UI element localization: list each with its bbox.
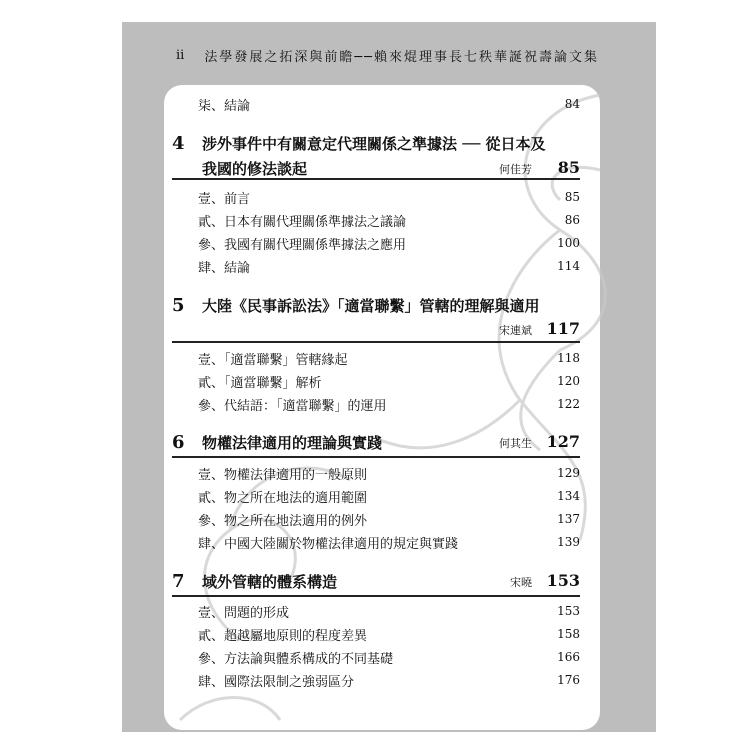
toc-section-label: 貳、日本有關代理關係準據法之議論 (198, 214, 407, 230)
toc-section-page: 158 (557, 627, 580, 641)
toc-chapter-4 (172, 133, 580, 177)
toc-section-row (198, 370, 580, 392)
chapter-number: 5 (172, 295, 185, 316)
toc-section-page: 84 (564, 97, 580, 111)
toc-section-page: 134 (557, 489, 580, 503)
toc-section-row (198, 485, 580, 507)
toc-section-row (198, 255, 580, 277)
toc-chapter-6 (172, 432, 580, 454)
toc-section-label: 參、我國有關代理關係準據法之應用 (198, 237, 407, 253)
chapter-page: 117 (546, 319, 580, 338)
toc-section-label: 壹、物權法律適用的一般原則 (198, 467, 368, 483)
running-header (176, 47, 606, 63)
toc-section-label: 貳、「適當聯繫」解析 (198, 375, 322, 391)
toc-section-row (198, 646, 580, 668)
toc-section-row (198, 93, 580, 115)
toc-section-page: 166 (557, 650, 580, 664)
toc-section-page: 118 (557, 351, 580, 365)
toc-section-label: 參、代結語：「適當聯繫」的運用 (198, 398, 387, 414)
chapter-divider (172, 178, 580, 180)
toc-section-row (198, 347, 580, 369)
chapter-divider (172, 595, 580, 597)
chapter-title-line1: 大陸《民事訴訟法》「適當聯繫」管轄的理解與適用 (202, 297, 540, 315)
chapter-title-line1: 物權法律適用的理論與實踐 (202, 434, 383, 452)
toc-chapter-5 (172, 295, 580, 339)
chapter-number: 6 (172, 432, 185, 453)
toc-chapter-7 (172, 571, 580, 593)
header-book-title: 法學發展之拓深與前瞻──賴來焜理事長七秩華誕祝壽論文集 (204, 49, 599, 65)
toc-section-page: 153 (557, 604, 580, 618)
chapter-page: 127 (546, 432, 580, 451)
chapter-title-line1: 域外管轄的體系構造 (202, 573, 338, 591)
chapter-author: 宋曉 (510, 576, 532, 589)
toc-section-label: 貳、超越屬地原則的程度差異 (198, 628, 368, 644)
chapter-divider (172, 456, 580, 458)
toc-section-label: 壹、問題的形成 (198, 605, 290, 621)
header-page-number: ii (176, 47, 185, 63)
toc-section-row (198, 669, 580, 691)
toc-section-page: 176 (557, 673, 580, 687)
toc-section-label: 參、物之所在地法適用的例外 (198, 513, 368, 529)
toc-section-row (198, 232, 580, 254)
chapter-author: 何佳芳 (499, 163, 532, 176)
toc-section-page: 114 (557, 259, 580, 273)
toc-section-page: 129 (557, 466, 580, 480)
chapter-author: 何其生 (499, 437, 532, 450)
toc-section-page: 100 (557, 236, 580, 250)
toc-section-label: 肆、結論 (198, 260, 251, 276)
toc-section-page: 120 (557, 374, 580, 388)
toc-section-row (198, 462, 580, 484)
toc-section-label: 貳、物之所在地法的適用範圍 (198, 490, 368, 506)
toc-section-page: 139 (557, 535, 580, 549)
toc-section-label: 參、方法論與體系構成的不同基礎 (198, 651, 394, 667)
toc-section-page: 137 (557, 512, 580, 526)
toc-section-page: 122 (557, 397, 580, 411)
toc-section-label: 肆、中國大陸關於物權法律適用的規定與實踐 (198, 536, 459, 552)
chapter-number: 4 (172, 133, 185, 154)
toc-section-page: 85 (564, 190, 580, 204)
toc-section-row (198, 623, 580, 645)
chapter-divider (172, 341, 580, 343)
chapter-author: 宋連斌 (499, 324, 532, 337)
toc-section-row (198, 600, 580, 622)
toc-section-label: 柒、結論 (198, 98, 251, 114)
toc-section-row (198, 531, 580, 553)
toc-section-label: 壹、「適當聯繫」管轄緣起 (198, 352, 348, 368)
toc-section-page: 86 (564, 213, 580, 227)
chapter-page: 85 (557, 158, 580, 177)
toc-section-label: 壹、前言 (198, 191, 251, 207)
chapter-title-line2: 我國的修法談起 (202, 160, 308, 178)
toc-section-row (198, 393, 580, 415)
chapter-title-line1: 涉外事件中有關意定代理關係之準據法 ── 從日本及 (202, 135, 546, 153)
chapter-page: 153 (546, 571, 580, 590)
toc-section-row (198, 508, 580, 530)
toc-section-label: 肆、國際法限制之強弱區分 (198, 674, 355, 690)
chapter-number: 7 (172, 571, 185, 592)
toc-section-row (198, 186, 580, 208)
toc-section-row (198, 209, 580, 231)
